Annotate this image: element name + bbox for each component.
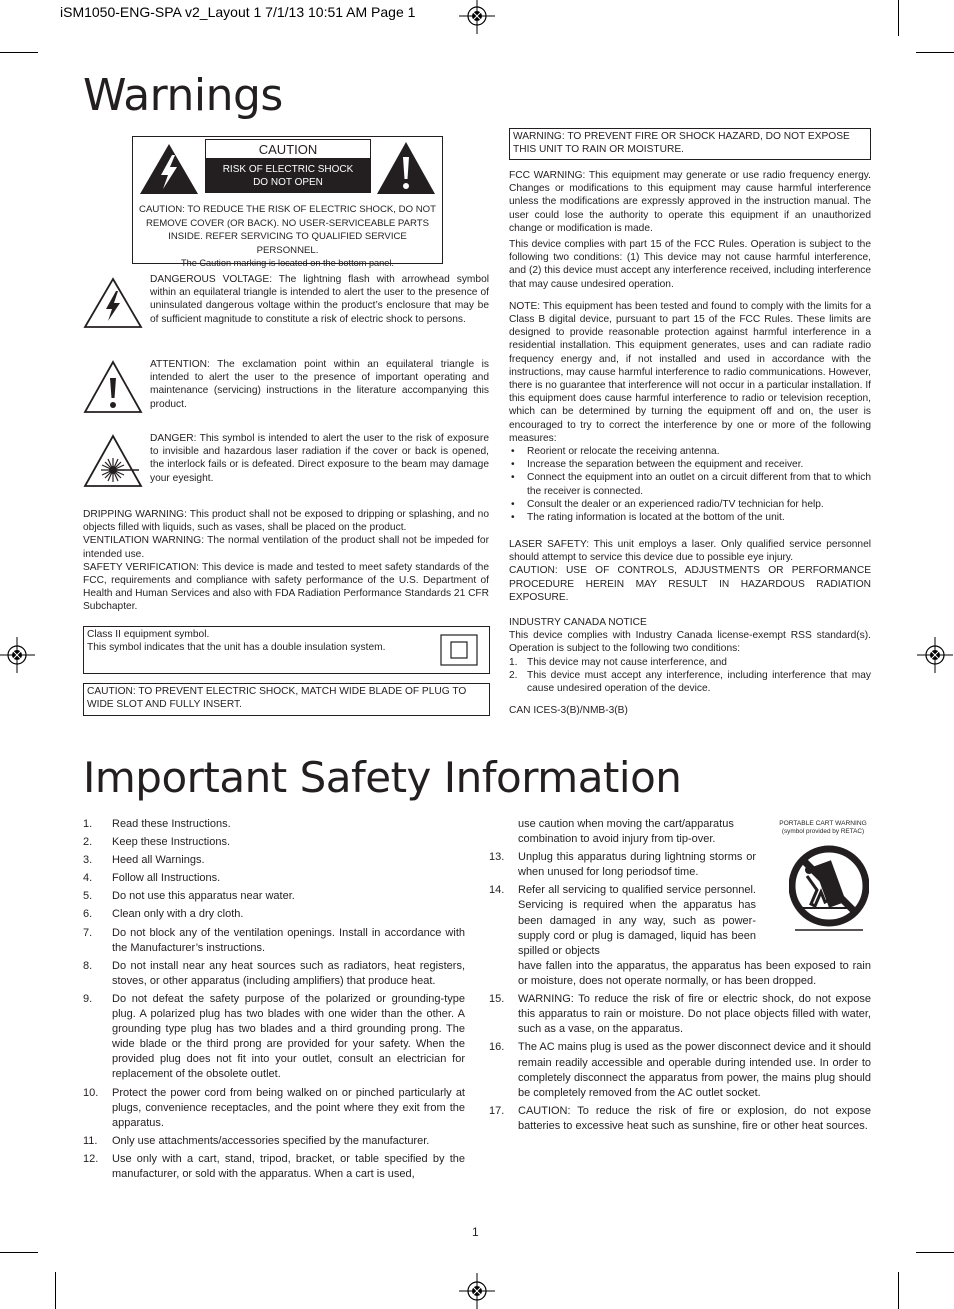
trim-mark	[898, 1272, 899, 1309]
list-number: 6.	[83, 908, 93, 921]
item12-continuation: use caution when moving the cart/apparatus combination to avoid injury from tip-over.	[518, 818, 734, 846]
class2-line2: This symbol indicates that the unit has a double insulation system.	[87, 642, 386, 654]
list-text: This device may not cause interference, and	[527, 656, 727, 668]
symbol-text	[150, 358, 489, 411]
trim-mark	[916, 1252, 954, 1253]
list-number: 9.	[83, 992, 93, 1005]
list-item	[83, 926, 465, 956]
plug-caution-lead: CAUTION:	[87, 686, 136, 697]
industry-canada-title: INDUSTRY CANADA NOTICE	[509, 617, 647, 628]
symbol-body: The lightning flash with arrowhead symbol within an equilateral triangle is intended to alert the user to the presence of uninsulated dangerous voltage within the product’s enclosure that may be of sufficient magnitude to constitute a risk of electric shock to persons.	[150, 274, 490, 325]
class2-text	[87, 628, 427, 654]
list-item	[83, 817, 465, 832]
list-item	[509, 669, 871, 695]
fcc-warning-lead: FCC WARNING:	[509, 170, 586, 181]
list-item	[489, 1040, 871, 1100]
ventilation-lead: VENTILATION WARNING:	[83, 535, 205, 547]
list-text: Read these Instructions.	[112, 818, 231, 830]
list-number: 11.	[83, 1134, 98, 1147]
fcc-note-lead: NOTE:	[509, 300, 541, 312]
cart-warning-title: PORTABLE CART WARNING	[779, 820, 867, 827]
trim-mark	[55, 1272, 56, 1309]
laser-caution-body: USE OF CONTROLS, ADJUSTMENTS OR PERFORMANCE PROCEDURE HEREIN MAY RESULT IN HAZARDOUS RADIATION EXPOSURE.	[509, 565, 871, 603]
double-insulation-icon	[440, 634, 478, 666]
fcc-part15: This device complies with part 15 of the FCC Rules. Operation is subject to the following two conditions: (1) This device may not cause harmful interference, and (2) this device must accept any interference received, including interference that may cause undesired operation.	[509, 239, 871, 290]
list-number: 3.	[83, 854, 93, 867]
class2-box	[83, 626, 490, 674]
list-item	[489, 992, 871, 1037]
list-item	[83, 1086, 465, 1131]
list-item	[489, 1104, 871, 1134]
symbol-attention	[83, 358, 489, 418]
cart-warning-subtitle: (symbol provided by RETAC)	[781, 828, 865, 835]
fire-warning-box	[509, 128, 871, 160]
list-number: 7.	[83, 926, 93, 939]
symbol-lead: DANGER:	[150, 433, 197, 444]
laser-safety-body: This unit employs a laser. Only qualified service personnel should attempt to service this device due to possible eye injury.	[509, 539, 871, 564]
registration-mark-icon	[459, 0, 495, 34]
list-text: Clean only with a dry cloth.	[112, 908, 244, 921]
list-text: Unplug this apparatus during lightning storms or when unused for long periodsof time.	[518, 851, 756, 879]
symbol-lead: DANGEROUS VOLTAGE:	[150, 274, 273, 285]
ventilation-body: The normal ventilation of the product shall not be impeded for intended use.	[83, 535, 489, 560]
shock-warning-line2: DO NOT OPEN	[253, 177, 323, 188]
list-item	[83, 1134, 465, 1149]
list-item: • Increase the separation between the equipment and receiver.	[509, 458, 871, 471]
fire-warning-lead: WARNING:	[513, 131, 565, 142]
plug-caution-body: TO PREVENT ELECTRIC SHOCK, MATCH WIDE BLADE OF PLUG TO WIDE SLOT AND FULLY INSERT.	[87, 686, 467, 711]
list-text: This device must accept any interference, including interference that may cause undesired operation of the device.	[527, 669, 871, 695]
laser-section	[509, 538, 871, 604]
safety-list-left	[83, 817, 465, 1185]
fire-warning-body: TO PREVENT FIRE OR SHOCK HAZARD, DO NOT EXPOSE THIS UNIT TO RAIN OR MOISTURE.	[513, 131, 850, 156]
safety-instructions-list	[489, 850, 756, 959]
symbol-danger-laser	[83, 432, 489, 492]
fcc-note	[509, 300, 871, 445]
trim-mark	[898, 0, 899, 36]
lightning-triangle-icon	[139, 143, 199, 195]
list-number: 1.	[83, 818, 93, 830]
caution-note: The Caution marking is located on the bottom panel.	[181, 258, 394, 268]
list-item	[83, 1152, 465, 1182]
caution-label: CAUTION	[205, 139, 371, 159]
lightning-triangle-icon	[83, 277, 143, 329]
shock-warning-banner	[205, 159, 371, 193]
ices-code: CAN ICES-3(B)/NMB-3(B)	[509, 705, 628, 717]
list-number: 2.	[509, 669, 518, 681]
exclamation-triangle-icon	[376, 141, 436, 195]
page-title-safety: Important Safety Information	[83, 753, 682, 802]
list-number: 16.	[489, 1041, 505, 1054]
list-item	[83, 992, 465, 1083]
list-item	[83, 835, 465, 850]
list-text: Keep these Instructions.	[112, 836, 231, 849]
trim-mark	[0, 1252, 38, 1253]
list-item	[83, 889, 465, 904]
list-text: CAUTION: To reduce the risk of fire or explosion, do not expose batteries to excessive heat such as sunshine, fire or other heat sources.	[518, 1104, 871, 1132]
list-text: Refer all servicing to qualified service personnel. Servicing is required when the apparatus has been damaged in any way, such as power-supply cord or plug is damaged, liquid has been spilled or objects	[518, 884, 756, 957]
industry-canada-intro: This device complies with Industry Canada license-exempt RSS standard(s). Operation is subject to the following two conditions:	[509, 630, 871, 655]
laser-safety-lead: LASER SAFETY:	[509, 539, 590, 550]
laser-caution-lead: CAUTION:	[509, 565, 558, 577]
list-text: Follow all Instructions.	[112, 872, 221, 885]
list-text: The AC mains plug is used as the power disconnect device and it should remain readily accessible and operable during intended use. In order to completely disconnect the apparatus from power, the mains plug should be completely removed from the AC outlet socket.	[518, 1041, 871, 1099]
list-text: Do not block any of the ventilation openings. Install in accordance with the Manufacturer’s instructions.	[112, 926, 465, 954]
tipping-cart-icon	[789, 840, 869, 932]
trim-mark	[0, 52, 38, 53]
class2-line1: Class II equipment symbol.	[87, 629, 210, 640]
dripping-lead: DRIPPING WARNING:	[83, 509, 187, 520]
list-number: 1.	[509, 656, 518, 668]
cart-warning	[773, 820, 873, 932]
list-item: • The rating information is located at the bottom of the unit.	[509, 511, 871, 524]
page-number: 1	[472, 1225, 479, 1239]
registration-mark-icon	[459, 1273, 495, 1309]
list-item	[83, 871, 465, 886]
list-item: • Reorient or relocate the receiving antenna.	[509, 445, 871, 458]
trim-mark	[916, 52, 954, 53]
registration-mark-icon	[917, 637, 953, 673]
symbol-text	[150, 432, 489, 485]
registration-mark-icon	[0, 637, 35, 673]
list-number: 4.	[83, 872, 93, 885]
list-number: 17.	[489, 1104, 505, 1117]
list-number: 8.	[83, 959, 93, 972]
item14-continuation: have fallen into the apparatus, the apparatus has been exposed to rain or moisture, does not operate normally, or has been dropped.	[518, 960, 871, 988]
safety-list-right-wide	[489, 959, 871, 1137]
list-text: Do not defeat the safety purpose of the polarized or grounding-type plug. A polarized plug has two blades with one wider than the other. A grounding type plug has two blades and a third grounding prong. The wide blade or the third prong are provided for your safety. When the provided plug does not fit into your outlet, consult an electrician for replacement of the obsolete outlet.	[112, 992, 465, 1081]
symbol-dangerous-voltage	[83, 273, 489, 343]
list-number: 5.	[83, 890, 93, 903]
list-number: 15.	[489, 993, 505, 1006]
safety-verification-body: This device is made and tested to meet safety standards of the FCC, requirements and compliance with safety performance of the U.S. Department of Health and Human Services and also with FDA Radiation Performance Standards 21 CFR Subchapter.	[83, 561, 490, 613]
symbol-lead: ATTENTION:	[150, 359, 210, 370]
plug-caution-box	[83, 683, 490, 716]
laser-safety	[509, 538, 871, 564]
list-number: 12.	[83, 1152, 99, 1165]
interference-measures-list	[509, 445, 871, 524]
list-number: 2.	[83, 836, 93, 849]
exclamation-triangle-icon	[83, 360, 143, 414]
fcc-warning	[509, 169, 871, 235]
list-text: WARNING: To reduce the risk of fire or electric shock, do not expose this apparatus to rain or moisture. Do not place objects filled with water, such as a vase, on the apparatus.	[518, 993, 871, 1036]
warning-paragraphs	[83, 508, 489, 614]
laser-triangle-icon	[83, 434, 143, 488]
list-number: 13.	[489, 851, 505, 864]
list-item	[489, 883, 756, 958]
symbol-body: This symbol is intended to alert the user to the risk of exposure to invisible and hazardous laser radiation if the cover or back is opened, the interlock fails or is defeated. Direct exposure to the beam may damage your eyesight.	[150, 433, 489, 484]
safety-instructions-list	[83, 817, 465, 1182]
list-text: Do not use this apparatus near water.	[112, 890, 295, 903]
list-item	[83, 959, 465, 989]
laser-caution	[509, 564, 871, 604]
list-item	[489, 850, 756, 880]
list-number: 10.	[83, 1086, 99, 1099]
dripping-warning	[83, 508, 489, 534]
symbol-text	[150, 273, 489, 326]
safety-instructions-list	[489, 992, 871, 1134]
symbol-body: The exclamation point within an equilateral triangle is intended to alert the user to the presence of important operating and maintenance (servicing) instructions in the literature accompanying this product.	[150, 359, 489, 410]
industry-canada-list	[509, 656, 871, 696]
list-text: Use only with a cart, stand, tripod, bracket, or table specified by the manufacturer, or sold with the apparatus. When a cart is used,	[112, 1152, 465, 1180]
list-item	[509, 656, 871, 669]
list-item	[83, 907, 465, 922]
page-title-warnings: Warnings	[83, 70, 283, 121]
list-text: Do not install near any heat sources such as radiators, heat registers, stoves, or other apparatus (including amplifiers) that produce heat.	[112, 959, 465, 987]
caution-lead: CAUTION:	[139, 204, 185, 215]
list-text: Only use attachments/accessories specified by the manufacturer.	[112, 1134, 430, 1147]
fcc-warning-body: This equipment may generate or use radio frequency energy. Changes or modifications to this equipment may cause harmful interference unless the modifications are expressly approved in the instruction manual. The user could lose the authority to operate this equipment if an unauthorized change or modification is made.	[509, 170, 871, 234]
shock-warning-line1: RISK OF ELECTRIC SHOCK	[222, 164, 354, 175]
caution-box	[132, 136, 443, 268]
safety-verification-lead: SAFETY VERIFICATION:	[83, 561, 200, 573]
list-item	[83, 853, 465, 868]
fcc-note-body: This equipment has been tested and found to comply with the limits for a Class B digital device, pursuant to part 15 of the FCC Rules. These limits are designed to provide reasonable protection against harmful interference in a residential installation. This equipment generates, uses and can radiate radio frequency energy and, if not installed and used in accordance with the instructions, may cause harmful interference to radio communications. However, there is no guarantee that interference will not occur in a particular installation. If this equipment does cause harmful interference to radio or television reception, which can be determined by turning the equipment off and on, the user is encouraged to try to correct the interference by one or more of the following measures:	[509, 300, 871, 444]
fcc-section	[509, 169, 871, 524]
print-slug: iSM1050-ENG-SPA v2_Layout 1 7/1/13 10:51 AM Page 1	[60, 4, 416, 20]
ventilation-warning	[83, 534, 489, 560]
list-item: • Connect the equipment into an outlet on a circuit different from that to which the receiver is connected.	[509, 471, 871, 497]
dripping-body: This product shall not be exposed to dripping or splashing, and no objects filled with liquids, such as vases, shall be placed on the product.	[83, 509, 490, 534]
list-number: 14.	[489, 884, 505, 897]
caution-text	[137, 203, 438, 271]
industry-canada-section	[509, 616, 871, 717]
list-item: • Consult the dealer or an experienced radio/TV technician for help.	[509, 498, 871, 511]
safety-list-right-narrow	[489, 817, 756, 959]
safety-verification	[83, 561, 489, 614]
list-text: Heed all Warnings.	[112, 854, 205, 867]
list-text: Protect the power cord from being walked on or pinched particularly at plugs, convenience receptacles, and the point where they exit from the apparatus.	[112, 1086, 465, 1129]
caution-body: TO REDUCE THE RISK OF ELECTRIC SHOCK, DO NOT REMOVE COVER (OR BACK). NO USER-SERVICEABLE PARTS INSIDE. REFER SERVICING TO QUALIFIED SERVICE PERSONNEL.	[145, 204, 436, 256]
